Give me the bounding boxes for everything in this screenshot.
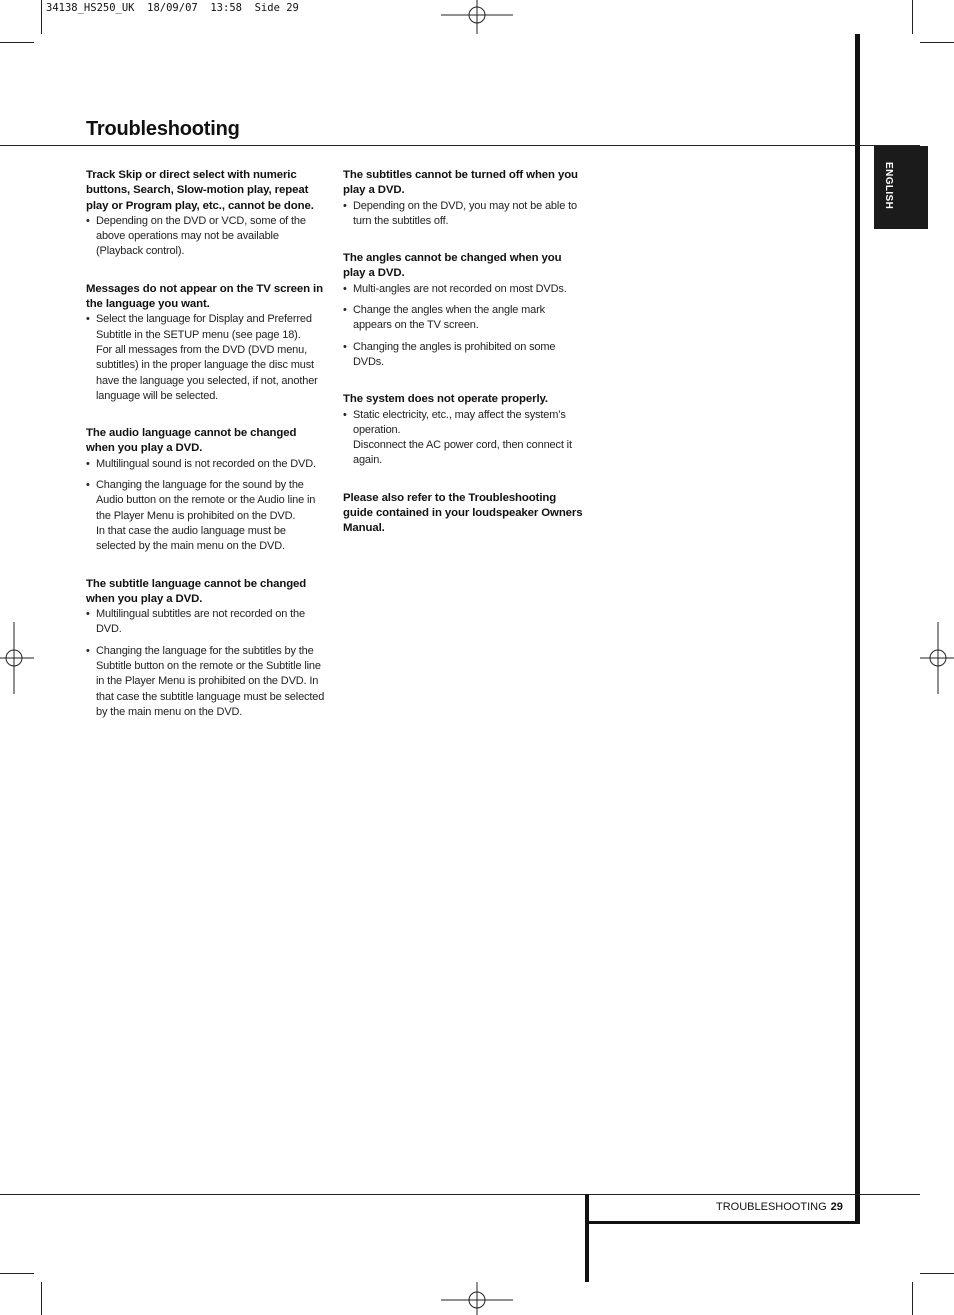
- footer-rule: [0, 1194, 920, 1195]
- bullet-item: • Changing the language for the sound by the Audio button on the remote or the Audio line in the Player Menu is prohibited on the DVD. In that case the audio language must be selected by the main menu on the DVD.: [86, 479, 316, 553]
- registration-mark-icon: [920, 622, 954, 694]
- page-title: Troubleshooting: [86, 118, 240, 140]
- troubleshoot-section: [343, 168, 583, 229]
- crop-mark: [41, 1282, 42, 1315]
- footer-section: TROUBLESHOOTING: [716, 1201, 827, 1213]
- bullet-item: • Changing the angles is prohibited on some DVDs.: [343, 340, 556, 368]
- language-tab-label: ENGLISH: [883, 162, 894, 210]
- footer-bar: [585, 1221, 860, 1224]
- crop-mark: [912, 0, 913, 34]
- title-rule: [0, 145, 920, 146]
- troubleshoot-section: [343, 251, 583, 370]
- bullet-item: • Static electricity, etc., may affect the system’s operation. Disconnect the AC power cord, then connect it again.: [343, 408, 572, 467]
- page-number: 29: [830, 1201, 843, 1213]
- page-edge-bar: [855, 34, 860, 1224]
- closing-note: Please also refer to the Troubleshooting guide contained in your loudspeaker Owners Manual.: [343, 491, 583, 535]
- bullet-item: • Depending on the DVD, you may not be able to turn the subtitles off.: [343, 199, 577, 227]
- bullet-item: • Depending on the DVD or VCD, some of the above operations may not be available (Playback control).: [86, 214, 306, 258]
- bullet-item: • Select the language for Display and Preferred Subtitle in the SETUP menu (see page 18). For all messages from the DVD (DVD menu, subtitles) in the proper language the disc must have the language you selected, if not, another language will be selected.: [86, 313, 318, 402]
- column-right: [343, 168, 583, 537]
- section-heading: The angles cannot be changed when you play a DVD.: [343, 252, 562, 280]
- troubleshoot-section: [86, 282, 326, 404]
- bullet-item: • Multilingual subtitles are not recorded on the DVD.: [86, 608, 305, 636]
- crop-mark: [912, 1282, 913, 1315]
- bullet-item: • Multi-angles are not recorded on most DVDs.: [343, 282, 567, 295]
- troubleshoot-section: [86, 426, 326, 554]
- crop-mark: [41, 0, 42, 34]
- section-heading: Messages do not appear on the TV screen in the language you want.: [86, 282, 323, 311]
- registration-mark-icon: [0, 622, 34, 694]
- section-heading: The system does not operate properly.: [343, 393, 548, 406]
- crop-mark: [920, 42, 954, 43]
- troubleshoot-section: [86, 168, 326, 260]
- troubleshoot-section: [86, 577, 326, 721]
- bullet-item: • Multilingual sound is not recorded on the DVD.: [86, 457, 316, 470]
- section-heading: Track Skip or direct select with numeric buttons, Search, Slow-motion play, repeat play or Program play, etc., cannot be done.: [86, 169, 314, 212]
- column-left: [86, 168, 326, 742]
- page-footer: [716, 1201, 843, 1213]
- troubleshoot-section: [343, 392, 583, 468]
- crop-mark: [920, 1273, 954, 1274]
- section-heading: The audio language cannot be changed when you play a DVD.: [86, 427, 297, 455]
- section-heading: The subtitles cannot be turned off when you play a DVD.: [343, 169, 578, 197]
- section-heading: The subtitle language cannot be changed when you play a DVD.: [86, 577, 307, 605]
- registration-mark-icon: [441, 0, 513, 34]
- bullet-item: • Change the angles when the angle mark appears on the TV screen.: [343, 304, 545, 332]
- bullet-item: • Changing the language for the subtitles by the Subtitle button on the remote or the Subtitle line in the Player Menu is prohibited on the DVD. In that case the subtitle language must be selected by the main menu on the DVD.: [86, 644, 325, 718]
- crop-mark: [0, 42, 34, 43]
- footer-bar: [585, 1194, 589, 1282]
- printer-slug: 34138_HS250_UK 18/09/07 13:58 Side 29: [46, 2, 299, 14]
- crop-mark: [0, 1273, 34, 1274]
- language-tab: [874, 146, 928, 229]
- registration-mark-icon: [441, 1282, 513, 1315]
